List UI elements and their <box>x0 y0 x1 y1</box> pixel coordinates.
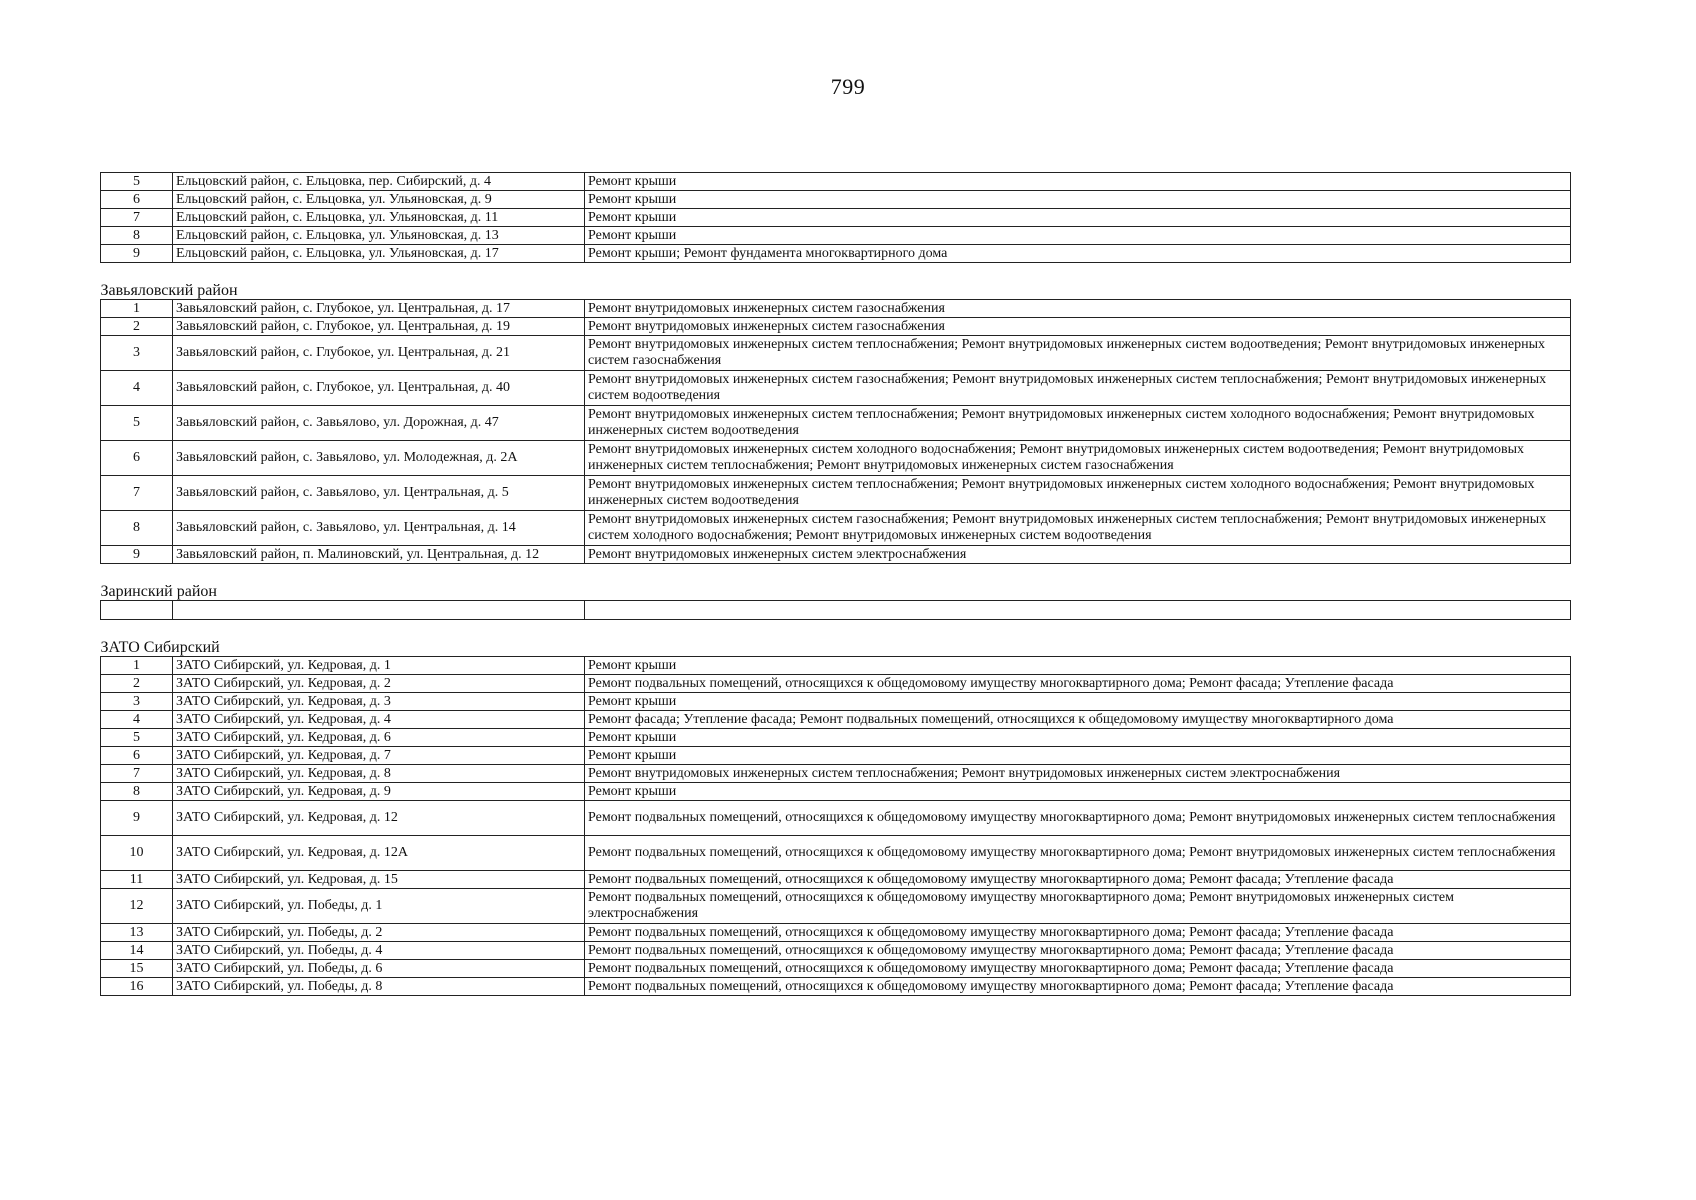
row-number-cell: 7 <box>101 476 173 511</box>
address-cell: Завьяловский район, с. Завьялово, ул. Дорожная, д. 47 <box>173 406 585 441</box>
table-row <box>101 675 1571 693</box>
table-row <box>101 801 1571 836</box>
table-row <box>101 227 1571 245</box>
row-number-cell: 6 <box>101 747 173 765</box>
address-cell: ЗАТО Сибирский, ул. Кедровая, д. 3 <box>173 693 585 711</box>
address-cell: Завьяловский район, с. Глубокое, ул. Центральная, д. 19 <box>173 318 585 336</box>
row-number-cell: 10 <box>101 836 173 871</box>
work-type-cell: Ремонт крыши <box>585 783 1571 801</box>
work-type-cell: Ремонт крыши <box>585 747 1571 765</box>
table-row <box>101 371 1571 406</box>
section-title: Завьяловский район <box>101 263 1571 300</box>
table-row <box>101 300 1571 318</box>
table-row <box>101 693 1571 711</box>
address-cell: ЗАТО Сибирский, ул. Кедровая, д. 9 <box>173 783 585 801</box>
row-number-cell: 6 <box>101 441 173 476</box>
work-type-cell: Ремонт крыши <box>585 209 1571 227</box>
address-cell: Завьяловский район, с. Глубокое, ул. Центральная, д. 40 <box>173 371 585 406</box>
table-row <box>101 336 1571 371</box>
work-type-cell: Ремонт крыши <box>585 729 1571 747</box>
work-type-cell: Ремонт внутридомовых инженерных систем теплоснабжения; Ремонт внутридомовых инженерных систем водоотведения; Ремонт внутридомовых инженерных систем газоснабжения <box>585 336 1571 371</box>
table-row <box>101 729 1571 747</box>
table-row <box>101 406 1571 441</box>
section-header-row <box>101 564 1571 601</box>
address-cell: ЗАТО Сибирский, ул. Победы, д. 4 <box>173 942 585 960</box>
work-type-cell: Ремонт крыши; Ремонт фундамента многоквартирного дома <box>585 245 1571 263</box>
table-row <box>101 978 1571 996</box>
table-row <box>101 960 1571 978</box>
address-cell: Завьяловский район, с. Завьялово, ул. Центральная, д. 14 <box>173 511 585 546</box>
work-type-cell: Ремонт внутридомовых инженерных систем электроснабжения <box>585 546 1571 564</box>
table-row <box>101 318 1571 336</box>
repair-table-body <box>101 173 1571 996</box>
row-number-cell <box>101 601 173 620</box>
work-type-cell: Ремонт крыши <box>585 227 1571 245</box>
address-cell: ЗАТО Сибирский, ул. Кедровая, д. 6 <box>173 729 585 747</box>
address-cell: Завьяловский район, с. Завьялово, ул. Центральная, д. 5 <box>173 476 585 511</box>
row-number-cell: 8 <box>101 227 173 245</box>
repair-table-container <box>100 172 1570 996</box>
row-number-cell: 2 <box>101 318 173 336</box>
table-row <box>101 511 1571 546</box>
table-row <box>101 173 1571 191</box>
work-type-cell: Ремонт подвальных помещений, относящихся к общедомовому имуществу многоквартирного дома; Ремонт внутридомовых инженерных систем теплоснабжения <box>585 801 1571 836</box>
repair-table <box>100 172 1571 996</box>
work-type-cell <box>585 601 1571 620</box>
section-header-row <box>101 620 1571 657</box>
address-cell: Завьяловский район, с. Глубокое, ул. Центральная, д. 21 <box>173 336 585 371</box>
row-number-cell: 8 <box>101 783 173 801</box>
table-row <box>101 711 1571 729</box>
row-number-cell: 7 <box>101 765 173 783</box>
work-type-cell: Ремонт крыши <box>585 173 1571 191</box>
work-type-cell: Ремонт крыши <box>585 693 1571 711</box>
row-number-cell: 3 <box>101 693 173 711</box>
row-number-cell: 15 <box>101 960 173 978</box>
address-cell: Завьяловский район, с. Завьялово, ул. Молодежная, д. 2А <box>173 441 585 476</box>
address-cell: Ельцовский район, с. Ельцовка, пер. Сибирский, д. 4 <box>173 173 585 191</box>
work-type-cell: Ремонт внутридомовых инженерных систем теплоснабжения; Ремонт внутридомовых инженерных систем электроснабжения <box>585 765 1571 783</box>
address-cell: ЗАТО Сибирский, ул. Кедровая, д. 12А <box>173 836 585 871</box>
table-row <box>101 601 1571 620</box>
row-number-cell: 5 <box>101 729 173 747</box>
address-cell: ЗАТО Сибирский, ул. Кедровая, д. 12 <box>173 801 585 836</box>
row-number-cell: 5 <box>101 406 173 441</box>
row-number-cell: 9 <box>101 801 173 836</box>
table-row <box>101 441 1571 476</box>
row-number-cell: 7 <box>101 209 173 227</box>
table-row <box>101 942 1571 960</box>
table-row <box>101 476 1571 511</box>
work-type-cell: Ремонт крыши <box>585 657 1571 675</box>
table-row <box>101 924 1571 942</box>
address-cell: Завьяловский район, с. Глубокое, ул. Центральная, д. 17 <box>173 300 585 318</box>
work-type-cell: Ремонт фасада; Утепление фасада; Ремонт подвальных помещений, относящихся к общедомовому имуществу многоквартирного дома <box>585 711 1571 729</box>
row-number-cell: 14 <box>101 942 173 960</box>
work-type-cell: Ремонт подвальных помещений, относящихся к общедомовому имуществу многоквартирного дома; Ремонт внутридомовых инженерных систем теплоснабжения <box>585 836 1571 871</box>
table-row <box>101 836 1571 871</box>
table-row <box>101 871 1571 889</box>
address-cell: Ельцовский район, с. Ельцовка, ул. Ульяновская, д. 9 <box>173 191 585 209</box>
table-row <box>101 191 1571 209</box>
row-number-cell: 4 <box>101 371 173 406</box>
table-row <box>101 783 1571 801</box>
address-cell: ЗАТО Сибирский, ул. Победы, д. 2 <box>173 924 585 942</box>
row-number-cell: 8 <box>101 511 173 546</box>
row-number-cell: 9 <box>101 245 173 263</box>
table-row <box>101 889 1571 924</box>
address-cell: ЗАТО Сибирский, ул. Кедровая, д. 2 <box>173 675 585 693</box>
work-type-cell: Ремонт подвальных помещений, относящихся к общедомовому имуществу многоквартирного дома; Ремонт фасада; Утепление фасада <box>585 675 1571 693</box>
work-type-cell: Ремонт подвальных помещений, относящихся к общедомовому имуществу многоквартирного дома; Ремонт внутридомовых инженерных систем электроснабжения <box>585 889 1571 924</box>
work-type-cell: Ремонт внутридомовых инженерных систем теплоснабжения; Ремонт внутридомовых инженерных систем холодного водоснабжения; Ремонт внутридомовых инженерных систем водоотведения <box>585 406 1571 441</box>
work-type-cell: Ремонт внутридомовых инженерных систем газоснабжения <box>585 318 1571 336</box>
table-row <box>101 765 1571 783</box>
table-row <box>101 747 1571 765</box>
address-cell: ЗАТО Сибирский, ул. Победы, д. 1 <box>173 889 585 924</box>
address-cell: ЗАТО Сибирский, ул. Кедровая, д. 15 <box>173 871 585 889</box>
address-cell: Ельцовский район, с. Ельцовка, ул. Ульяновская, д. 13 <box>173 227 585 245</box>
row-number-cell: 5 <box>101 173 173 191</box>
work-type-cell: Ремонт внутридомовых инженерных систем газоснабжения; Ремонт внутридомовых инженерных систем теплоснабжения; Ремонт внутридомовых инженерных систем холодного водоснабжения; Ремонт внутридомовых инженерных систем водоотведения <box>585 511 1571 546</box>
address-cell: ЗАТО Сибирский, ул. Кедровая, д. 8 <box>173 765 585 783</box>
row-number-cell: 13 <box>101 924 173 942</box>
address-cell <box>173 601 585 620</box>
work-type-cell: Ремонт подвальных помещений, относящихся к общедомовому имуществу многоквартирного дома; Ремонт фасада; Утепление фасада <box>585 978 1571 996</box>
table-row <box>101 209 1571 227</box>
row-number-cell: 9 <box>101 546 173 564</box>
row-number-cell: 12 <box>101 889 173 924</box>
address-cell: Завьяловский район, п. Малиновский, ул. Центральная, д. 12 <box>173 546 585 564</box>
row-number-cell: 1 <box>101 300 173 318</box>
row-number-cell: 11 <box>101 871 173 889</box>
row-number-cell: 6 <box>101 191 173 209</box>
address-cell: ЗАТО Сибирский, ул. Кедровая, д. 1 <box>173 657 585 675</box>
section-title: ЗАТО Сибирский <box>101 620 1571 657</box>
row-number-cell: 1 <box>101 657 173 675</box>
row-number-cell: 16 <box>101 978 173 996</box>
work-type-cell: Ремонт подвальных помещений, относящихся к общедомовому имуществу многоквартирного дома; Ремонт фасада; Утепление фасада <box>585 871 1571 889</box>
table-row <box>101 546 1571 564</box>
work-type-cell: Ремонт подвальных помещений, относящихся к общедомовому имуществу многоквартирного дома; Ремонт фасада; Утепление фасада <box>585 924 1571 942</box>
address-cell: Ельцовский район, с. Ельцовка, ул. Ульяновская, д. 11 <box>173 209 585 227</box>
work-type-cell: Ремонт подвальных помещений, относящихся к общедомовому имуществу многоквартирного дома; Ремонт фасада; Утепление фасада <box>585 960 1571 978</box>
row-number-cell: 3 <box>101 336 173 371</box>
section-header-row <box>101 263 1571 300</box>
work-type-cell: Ремонт внутридомовых инженерных систем теплоснабжения; Ремонт внутридомовых инженерных систем холодного водоснабжения; Ремонт внутридомовых инженерных систем водоотведения <box>585 476 1571 511</box>
address-cell: ЗАТО Сибирский, ул. Кедровая, д. 4 <box>173 711 585 729</box>
work-type-cell: Ремонт подвальных помещений, относящихся к общедомовому имуществу многоквартирного дома; Ремонт фасада; Утепление фасада <box>585 942 1571 960</box>
page-number: 799 <box>830 74 866 99</box>
table-row <box>101 245 1571 263</box>
row-number-cell: 4 <box>101 711 173 729</box>
address-cell: Ельцовский район, с. Ельцовка, ул. Ульяновская, д. 17 <box>173 245 585 263</box>
work-type-cell: Ремонт внутридомовых инженерных систем газоснабжения <box>585 300 1571 318</box>
work-type-cell: Ремонт внутридомовых инженерных систем холодного водоснабжения; Ремонт внутридомовых инженерных систем водоотведения; Ремонт внутридомовых инженерных систем теплоснабжения; Ремонт внутридомовых инженерных систем газоснабжения <box>585 441 1571 476</box>
work-type-cell: Ремонт внутридомовых инженерных систем газоснабжения; Ремонт внутридомовых инженерных систем теплоснабжения; Ремонт внутридомовых инженерных систем водоотведения <box>585 371 1571 406</box>
work-type-cell: Ремонт крыши <box>585 191 1571 209</box>
address-cell: ЗАТО Сибирский, ул. Победы, д. 6 <box>173 960 585 978</box>
section-title: Заринский район <box>101 564 1571 601</box>
address-cell: ЗАТО Сибирский, ул. Кедровая, д. 7 <box>173 747 585 765</box>
row-number-cell: 2 <box>101 675 173 693</box>
table-row <box>101 657 1571 675</box>
address-cell: ЗАТО Сибирский, ул. Победы, д. 8 <box>173 978 585 996</box>
